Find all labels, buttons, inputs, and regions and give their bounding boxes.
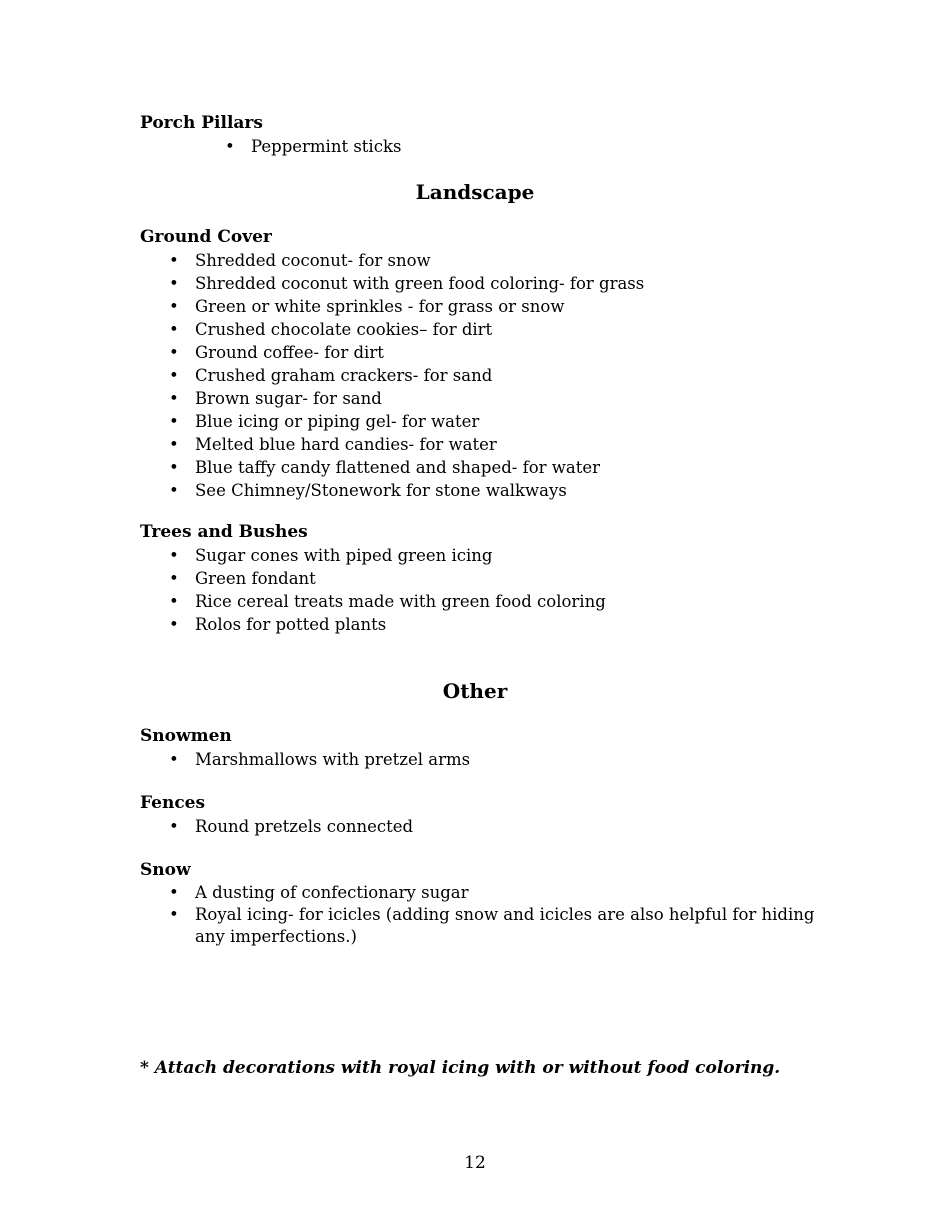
landscape-heading: Landscape [415,180,535,204]
list-item: • Rolos for potted plants [195,613,835,636]
fences-list [195,815,835,838]
list-item: • Ground coffee- for dirt [195,341,835,364]
list-item: • Peppermint sticks [251,135,891,158]
snowmen-list [195,748,835,771]
list-item: • Blue icing or piping gel- for water [195,410,835,433]
other-heading: Other [442,679,508,703]
trees-bushes-heading: Trees and Bushes [140,522,308,542]
list-item: • Brown sugar- for sand [195,387,835,410]
trees-bushes-list [195,544,835,636]
list-item: • Shredded coconut with green food coloring- for grass [195,272,835,295]
list-item: • Rice cereal treats made with green food coloring [195,590,835,613]
snow-heading: Snow [140,860,191,880]
list-item: • Sugar cones with piped green icing [195,544,835,567]
page-number: 12 [464,1153,486,1173]
list-item: • Shredded coconut- for snow [195,249,835,272]
porch-pillars-heading: Porch Pillars [140,113,263,133]
snow-list [195,881,835,947]
list-item: • See Chimney/Stonework for stone walkways [195,479,835,502]
list-item: • Blue taffy candy flattened and shaped- for water [195,456,835,479]
porch-pillars-list [251,135,891,158]
list-item: • Marshmallows with pretzel arms [195,748,835,771]
footer-note: * Attach decorations with royal icing with or without food coloring. [140,1058,781,1078]
snowmen-heading: Snowmen [140,726,232,746]
ground-cover-list [195,249,835,502]
list-item: • Crushed graham crackers- for sand [195,364,835,387]
list-item: • Green fondant [195,567,835,590]
list-item: • Green or white sprinkles - for grass or snow [195,295,835,318]
list-item: • Round pretzels connected [195,815,835,838]
list-item: • A dusting of confectionary sugar [195,881,835,904]
list-item: • Melted blue hard candies- for water [195,433,835,456]
ground-cover-heading: Ground Cover [140,227,272,247]
list-item: • Royal icing- for icicles (adding snow and icicles are also helpful for hiding any imperfections.) [195,904,835,947]
fences-heading: Fences [140,793,206,813]
list-item: • Crushed chocolate cookies– for dirt [195,318,835,341]
